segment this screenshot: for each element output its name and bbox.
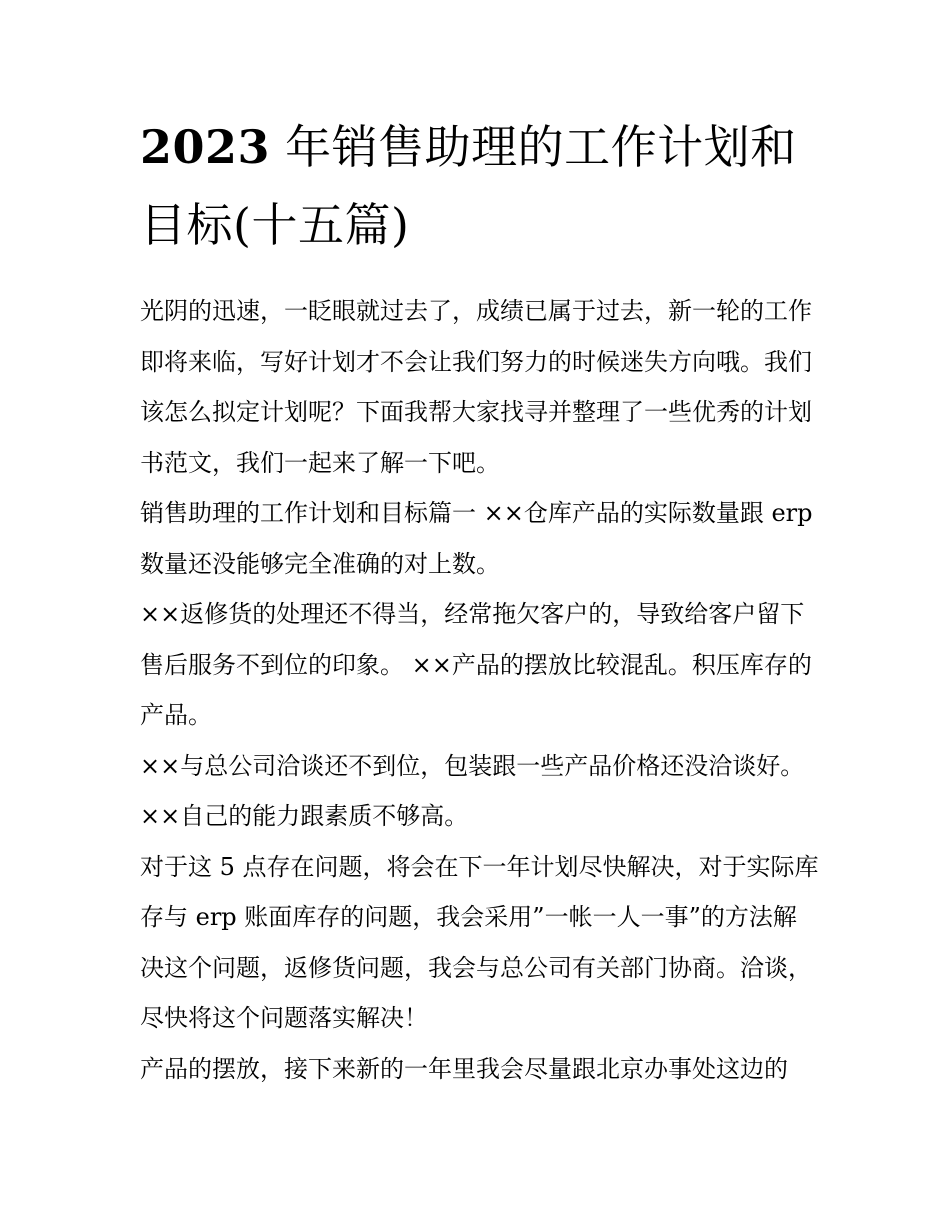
intro-paragraph: 光阴的迅速，一眨眼就过去了，成绩已属于过去，新一轮的工作即将来临，写好计划才不会让我们努力的时候迷失方向哦。我们该怎么拟定计划呢？下面我帮大家找寻并整理了一些优秀的计划书范文，我们一起来了解一下吧。: [140, 297, 812, 477]
body-paragraph: ××返修货的处理还不得当，经常拖欠客户的，导致给客户留下售后服务不到位的印象。 ××产品的摆放比较混乱。积压库存的产品。: [140, 600, 812, 729]
title-year: 2023: [140, 120, 271, 174]
title-text: 年销售助理的工作计划和目标(十五篇): [140, 120, 797, 252]
document-title: [140, 108, 820, 264]
document-page: [140, 108, 820, 1094]
body-paragraph: 产品的摆放，接下来新的一年里我会尽量跟北京办事处这边的: [140, 1054, 788, 1083]
body-paragraph: 对于这 5 点存在问题，将会在下一年计划尽快解决，对于实际库存与 erp 账面库存的问题，我会采用”一帐一人一事”的方法解决这个问题，返修货问题，我会与总公司有关部门协商。洽谈，尽快将这个问题落实解决！: [140, 852, 819, 1032]
body-paragraph: ××与总公司洽谈还不到位，包装跟一些产品价格还没洽谈好。 ××自己的能力跟素质不够高。: [140, 751, 805, 830]
body-paragraph: 销售助理的工作计划和目标篇一 ××仓库产品的实际数量跟 erp 数量还没能够完全准确的对上数。: [140, 499, 813, 578]
